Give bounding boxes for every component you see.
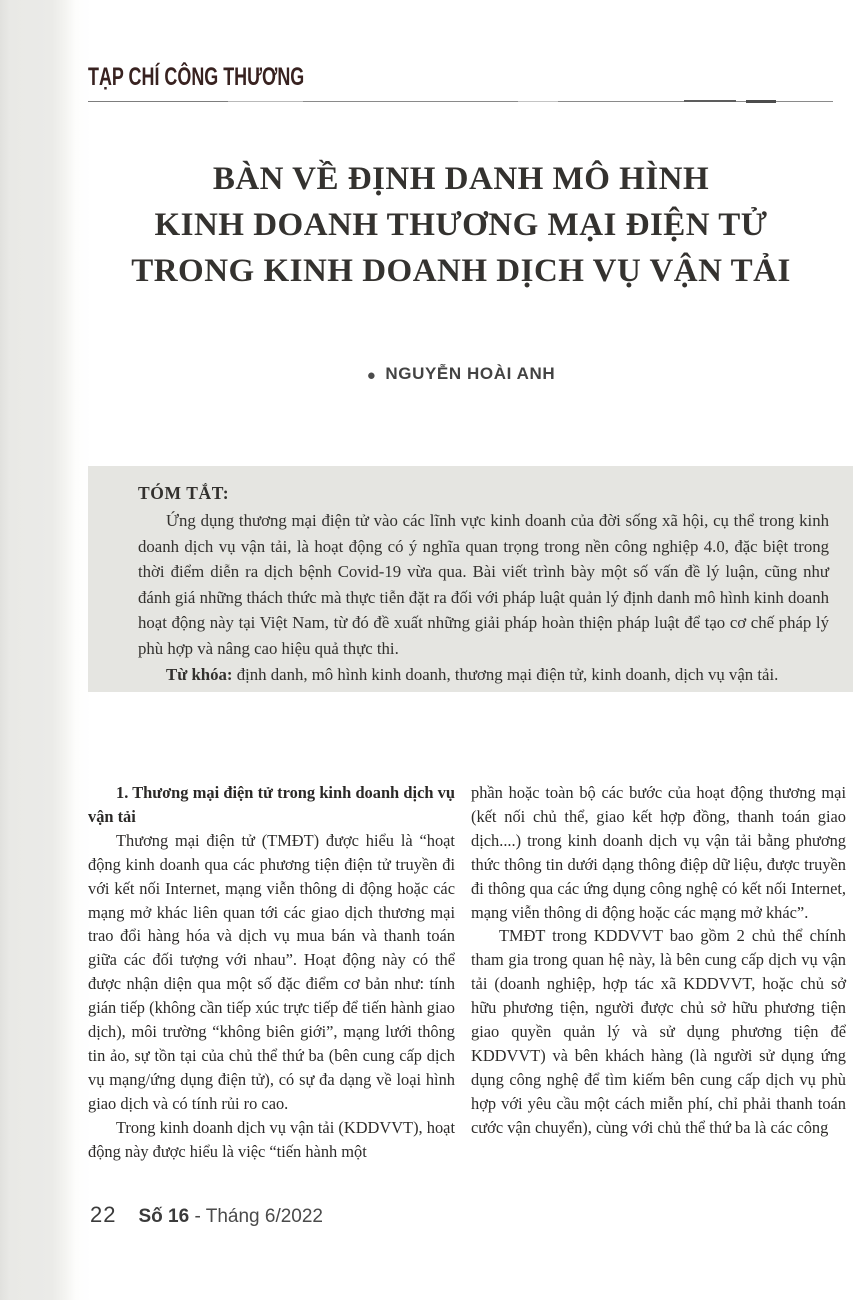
author-byline xyxy=(75,364,847,384)
article-title-line-3: TRONG KINH DOANH DỊCH VỤ VẬN TẢI xyxy=(131,253,791,289)
keywords-label: Từ khóa: xyxy=(166,664,233,684)
author-name: NGUYỄN HOÀI ANH xyxy=(385,364,556,383)
body-paragraph: TMĐT trong KDDVVT bao gồm 2 chủ thể chính tham gia trong quan hệ này, là bên cung cấp dịch vụ vận tải (doanh nghiệp, hợp tác xã KDDVVT, hoặc chủ sở hữu phương tiện, người được chủ sở hữu phương tiện giao quyền quản lý và sử dụng phương tiện để KDDVVT) và bên khách hàng (là người sử dụng ứng dụng công nghệ để tìm kiếm bên cung cấp dịch vụ phù hợp với yêu cầu một cách miễn phí, chỉ phải thanh toán cước vận chuyển), cùng với chủ thể thứ ba là các công xyxy=(471,926,846,1137)
masthead-divider xyxy=(88,100,833,104)
abstract-keywords xyxy=(138,662,829,688)
abstract-heading: TÓM TẮT: xyxy=(138,483,230,503)
journal-masthead: TẠP CHÍ CÔNG THƯƠNG xyxy=(88,62,305,91)
abstract-text: Ứng dụng thương mại điện tử vào các lĩnh vực kinh doanh của đời sống xã hội, cụ thể trong kinh doanh dịch vụ vận tải, là hoạt động có ý nghĩa quan trọng trong nền công nghiệp 4.0, đặc biệt trong thời điểm diễn ra dịch bệnh Covid-19 vừa qua. Bài viết trình bày một số vấn đề lý luận, cũng như đánh giá những thách thức mà thực tiễn đặt ra đối với pháp luật quản lý định danh mô hình kinh doanh hoạt động này tại Việt Nam, từ đó đề xuất những giải pháp hoàn thiện pháp luật để tạo cơ chế pháp lý phù hợp và nâng cao hiệu quả thực thi. xyxy=(138,511,829,658)
abstract-box xyxy=(88,466,853,692)
article-title-line-1: BÀN VỀ ĐỊNH DANH MÔ HÌNH xyxy=(212,161,710,197)
body-paragraph: phần hoặc toàn bộ các bước của hoạt động thương mại (kết nối chủ thể, giao kết hợp đồng, thanh toán giao dịch....) trong kinh doanh dịch vụ vận tải bằng phương thức thông tin dưới dạng thông điệp dữ liệu, được truyền đi thông qua các ứng dụng công nghệ có kết nối Internet, mạng viễn thông di động hoặc các mạng mở khác”. xyxy=(471,783,846,922)
issue-label: Số 16 xyxy=(138,1206,190,1227)
keywords-list: định danh, mô hình kinh doanh, thương mại điện tử, kinh doanh, dịch vụ vận tải. xyxy=(232,664,779,684)
body-column-left xyxy=(88,781,455,1164)
page-footer xyxy=(90,1202,323,1228)
author-bullet-icon: ● xyxy=(366,367,377,384)
masthead-divider-dash xyxy=(684,100,736,102)
body-paragraph: Thương mại điện tử (TMĐT) được hiểu là “hoạt động kinh doanh qua các phương tiện điện tử truyền đi với kết nối Internet, mạng viễn thông di động hoặc các mạng mở khác liên quan tới các giao dịch thương mại trao đổi hàng hóa và dịch vụ mua bán và thanh toán giữa các đối tượng với nhau”. Hoạt động này có thể được nhận diện qua một số đặc điểm cơ bản như: tính gián tiếp (không cần tiếp xúc trực tiếp để tiến hành giao dịch), môi trường “không biên giới”, mạng lưới thông tin ảo, sự tồn tại của chủ thể thứ ba (bên cung cấp dịch vụ mạng/ứng dụng điện tử), có sự đa dạng về loại hình giao dịch và có tính rủi ro cao. xyxy=(88,830,455,1113)
article-title-line-2: KINH DOANH THƯƠNG MẠI ĐIỆN TỬ xyxy=(154,207,768,243)
masthead-divider-dash xyxy=(746,100,776,103)
issue-date: - Tháng 6/2022 xyxy=(189,1206,323,1227)
body-paragraph: Trong kinh doanh dịch vụ vận tải (KDDVVT), hoạt động này được hiểu là việc “tiến hành một xyxy=(88,1117,455,1161)
article-title xyxy=(75,156,847,294)
page-number: 22 xyxy=(90,1202,117,1227)
body-column-right xyxy=(471,781,846,1140)
section-heading: 1. Thương mại điện tử trong kinh doanh dịch vụ vận tải xyxy=(88,783,455,826)
